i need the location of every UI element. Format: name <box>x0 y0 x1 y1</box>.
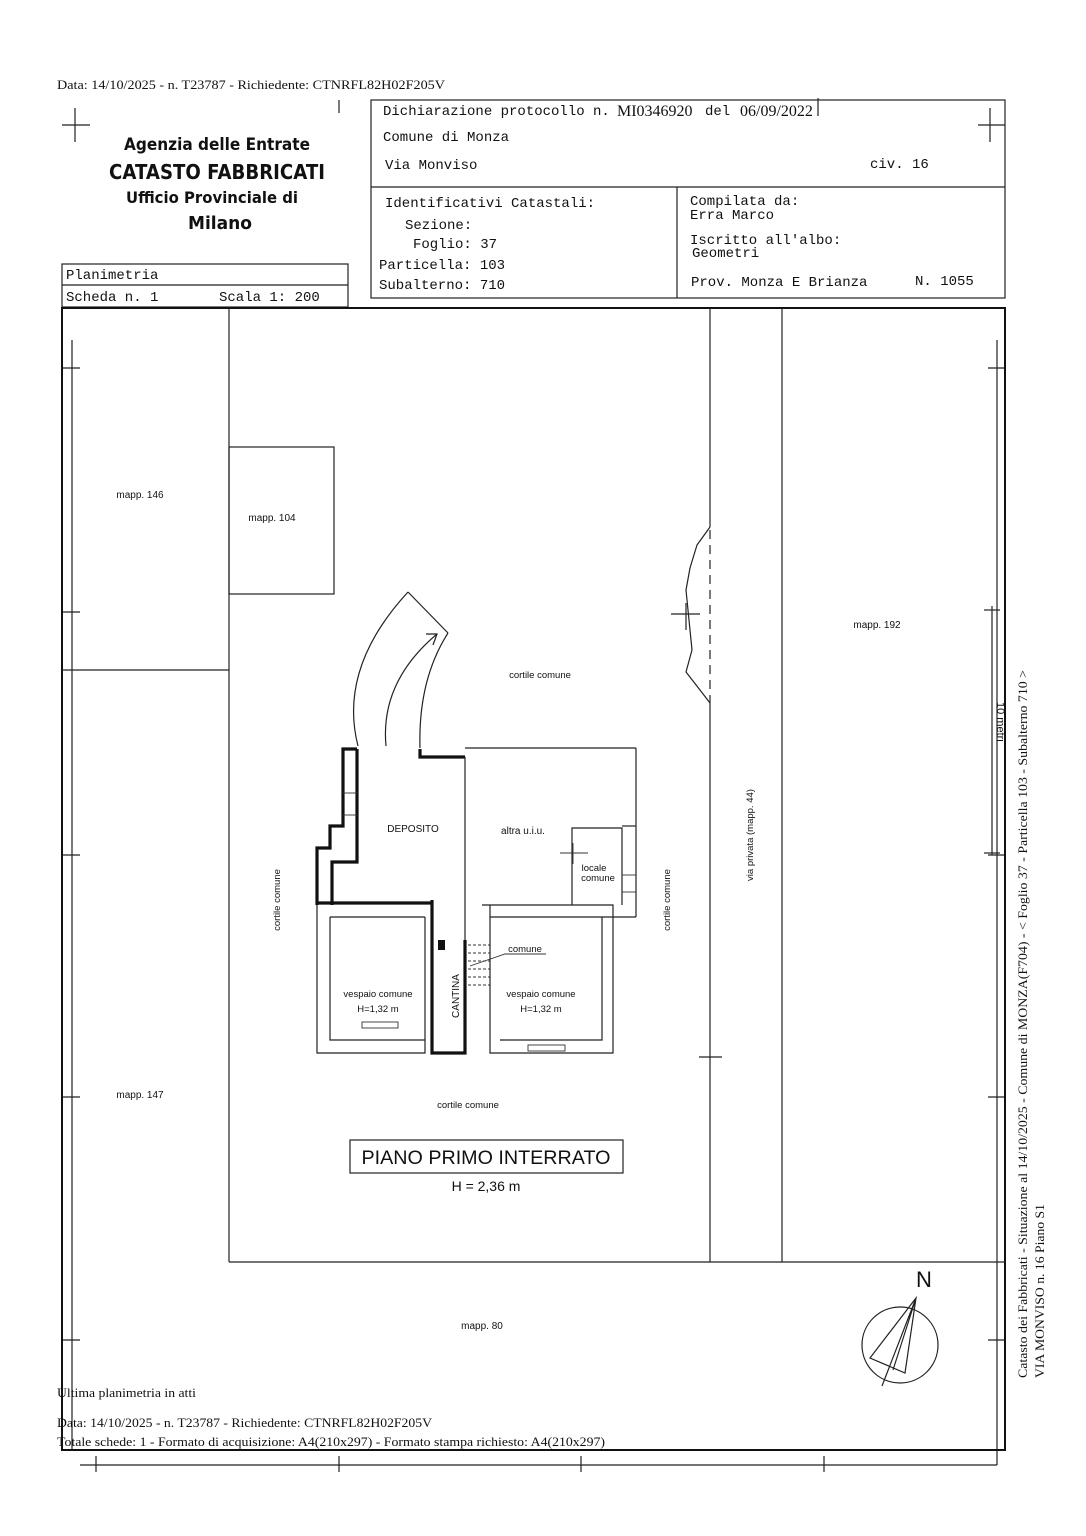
agency-department: CATASTO FABBRICATI <box>109 160 325 184</box>
room-local-common-line2: comune <box>581 873 615 884</box>
compiler-register: Geometri <box>692 246 760 262</box>
sheet-number: Scheda n. 1 <box>66 290 159 306</box>
courtyard-right-label: cortile comune <box>662 869 673 931</box>
footer-last-plan: Ultima planimetria in atti <box>57 1385 197 1400</box>
plan-labels <box>116 490 901 1332</box>
drawing-frame <box>62 308 1005 1450</box>
protocol-date: 06/09/2022 <box>740 103 813 120</box>
civic-number: civ. 16 <box>870 157 929 173</box>
gate-outline <box>686 527 710 703</box>
courtyard-bottom-label: cortile comune <box>437 1100 499 1111</box>
scale-bar <box>984 606 1006 855</box>
parcel-104-label: mapp. 104 <box>248 513 296 524</box>
protocol-date-label: del <box>705 104 731 120</box>
compiler-province: Prov. Monza E Brianza <box>691 275 868 291</box>
parcel-146-label: mapp. 146 <box>116 490 164 501</box>
comune: Comune di Monza <box>383 130 510 146</box>
compiler-number: N. 1055 <box>915 274 974 290</box>
room-deposito: DEPOSITO <box>387 824 439 835</box>
compiler-register-label: Iscritto all'albo: <box>690 233 842 249</box>
sheet-info-box <box>62 264 348 307</box>
top-header-line: Data: 14/10/2025 - n. T23787 - Richiedente: CTNRFL82H02F205V <box>57 77 446 92</box>
room-cantina: CANTINA <box>451 974 462 1018</box>
footer-data-line: Data: 14/10/2025 - n. T23787 - Richiedente: CTNRFL82H02F205V <box>57 1415 433 1430</box>
parcel-147-label: mapp. 147 <box>116 1090 164 1101</box>
parcel-80-label: mapp. 80 <box>461 1321 503 1332</box>
identifier-sezione: Sezione: <box>405 218 473 234</box>
identifiers-title: Identificativi Catastali: <box>385 196 596 212</box>
parcel-boundaries <box>62 308 1005 1262</box>
agency-city: Milano <box>188 213 252 234</box>
crawl-right-vent <box>528 1045 565 1051</box>
side-note-line1: Catasto dei Fabbricati - Situazione al 14/10/2025 - Comune di MONZA(F704) - < Foglio 37 - Particella 103 - Subalterno 710 > <box>1015 713 1030 1378</box>
floor-height: H = 2,36 m <box>451 1178 521 1194</box>
footer <box>57 1385 605 1449</box>
sheet-scale: Scala 1: 200 <box>219 290 320 306</box>
declaration-box <box>371 100 1005 298</box>
stairs-label: comune <box>508 944 542 955</box>
compiler-name: Erra Marco <box>690 208 775 224</box>
identifier-particella: Particella: 103 <box>379 258 506 274</box>
entrance-ramp <box>354 592 448 748</box>
protocol-number: MI0346920 <box>617 103 693 120</box>
crawl-left-vent <box>362 1022 398 1028</box>
crawl-left-line2: H=1,32 m <box>357 1004 399 1015</box>
private-road-label: via privata (mapp. 44) <box>745 789 756 881</box>
identifier-subalterno: Subalterno: 710 <box>379 278 506 294</box>
crawl-right-line2: H=1,32 m <box>520 1004 562 1015</box>
parcel-192-label: mapp. 192 <box>853 620 901 631</box>
floor-title-block <box>350 1140 623 1194</box>
identifier-foglio: Foglio: 37 <box>413 237 498 253</box>
room-local-common-line1: locale <box>581 863 607 874</box>
agency-block <box>109 135 325 234</box>
courtyard-left-label: cortile comune <box>272 869 283 931</box>
room-other-unit: altra u.i.u. <box>501 826 545 837</box>
crawl-left-line1: vespaio comune <box>343 989 413 1000</box>
north-label: N <box>916 1267 932 1292</box>
side-note-line2: VIA MONVISO n. 16 Piano S1 <box>1032 1212 1047 1378</box>
crawl-right-line1: vespaio comune <box>506 989 576 1000</box>
north-arrow-icon <box>862 1267 938 1386</box>
sheet-kind: Planimetria <box>66 268 159 284</box>
registration-marks <box>62 98 1005 1472</box>
scale-bar-label: 10 metri <box>994 702 1006 742</box>
agency-name: Agenzia delle Entrate <box>124 135 310 155</box>
protocol-label: Dichiarazione protocollo n. <box>383 104 610 120</box>
courtyard-top-label: cortile comune <box>509 670 571 681</box>
street: Via Monviso <box>385 158 478 174</box>
footer-totals: Totale schede: 1 - Formato di acquisizione: A4(210x297) - Formato stampa richiesto: A4(210x297) <box>57 1434 605 1449</box>
compiler-label: Compilata da: <box>690 194 800 210</box>
floor-title: PIANO PRIMO INTERRATO <box>361 1148 611 1169</box>
agency-office: Ufficio Provinciale di <box>126 188 298 207</box>
